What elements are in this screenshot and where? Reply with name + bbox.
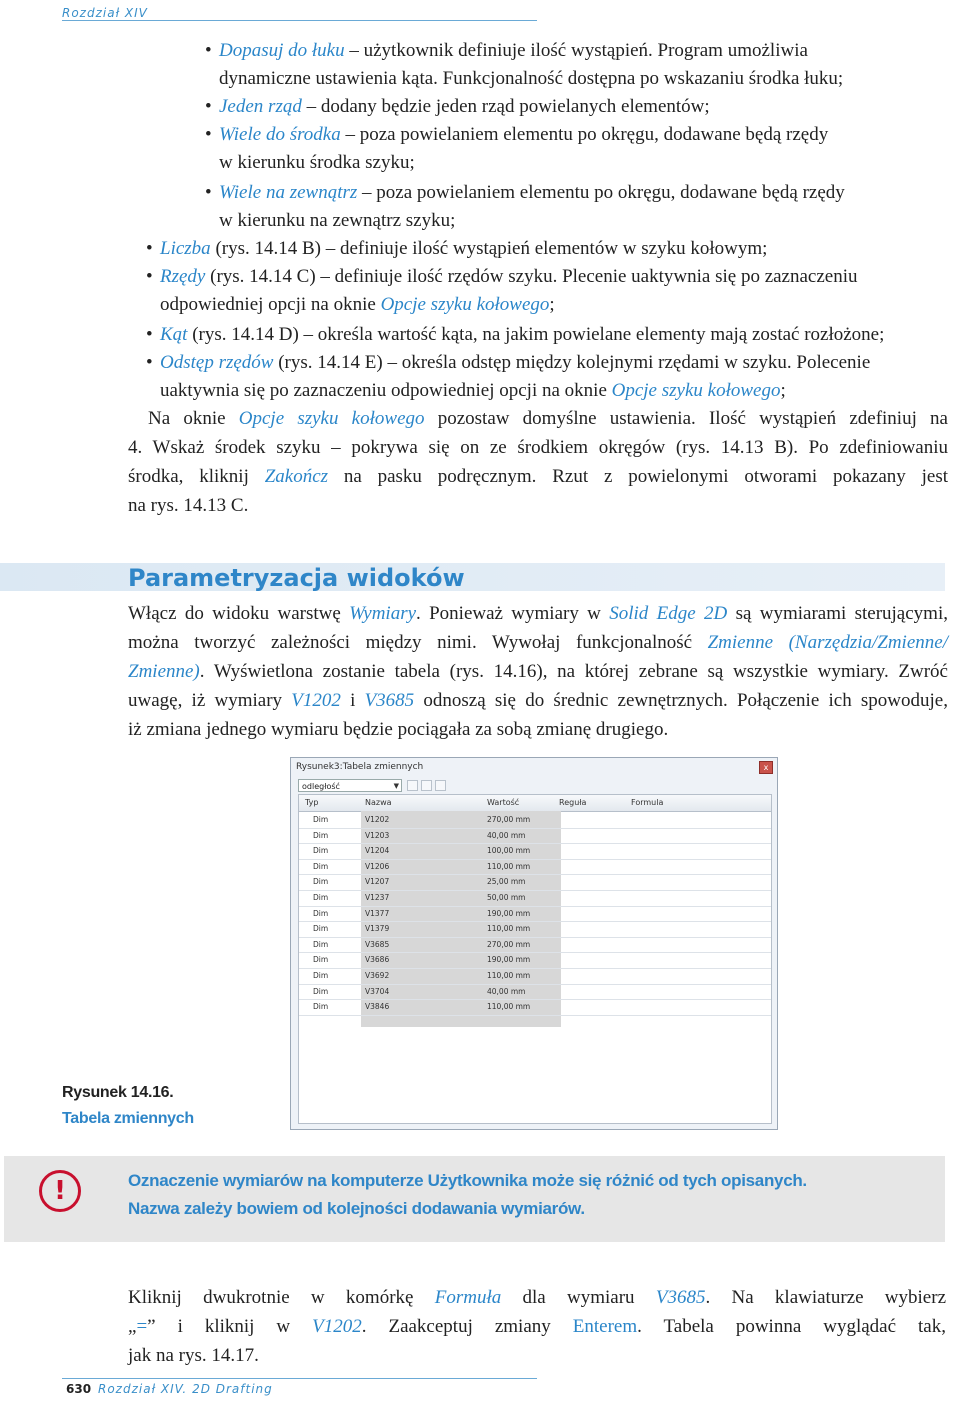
window-title: Rysunek3:Tabela zmiennych xyxy=(296,762,424,772)
bullet-wiele-na-zewnatrz-cont: w kierunku na zewnątrz szyku; xyxy=(219,210,456,231)
section-title: Parametryzacja widoków xyxy=(128,564,465,592)
bullet-term: Kąt xyxy=(160,324,188,345)
paragraph-formula: Kliknij dwukrotnie w komórkę Formuła dla wymiaru V3685. Na klawiaturze wybierz „=” i kliknij w V1202. Zaakceptuj zmiany Enterem. Tabela powinna wyglądać tak, jak na rys. 14.17. xyxy=(128,1287,946,1366)
chevron-down-icon: ▼ xyxy=(393,782,399,790)
toolbar-button-2[interactable] xyxy=(421,780,432,791)
figure-caption: Tabela zmiennych xyxy=(62,1110,194,1127)
column-header-typ[interactable]: Typ xyxy=(305,798,319,807)
cell-nazwa[interactable]: V3704 xyxy=(365,986,390,996)
bullet-term: Odstęp rzędów xyxy=(160,352,274,373)
cell-typ[interactable]: Dim xyxy=(313,861,329,871)
header-rule xyxy=(62,20,537,21)
cell-nazwa[interactable]: V1379 xyxy=(365,924,390,934)
bullet-wiele-do-srodka: • Wiele do środka – poza powielaniem elementu po okręgu, dodawane będą rzędy xyxy=(205,124,829,145)
column-header-regula[interactable]: Reguła xyxy=(559,798,587,807)
cell-wartosc[interactable]: 270,00 mm xyxy=(487,939,531,949)
cell-nazwa[interactable]: V1202 xyxy=(365,815,390,824)
cell-wartosc[interactable]: 40,00 mm xyxy=(487,986,526,996)
cell-wartosc[interactable]: 40,00 mm xyxy=(487,830,526,840)
filter-dropdown[interactable]: odległość ▼ xyxy=(298,779,402,792)
cell-typ[interactable]: Dim xyxy=(313,1002,329,1012)
column-header-wartosc[interactable]: Wartość xyxy=(487,798,520,807)
table-row[interactable] xyxy=(299,952,771,969)
bullet-wiele-do-srodka-cont: w kierunku środka szyku; xyxy=(219,152,415,173)
bullet-wiele-na-zewnatrz: • Wiele na zewnątrz – poza powielaniem elementu po okręgu, dodawane będą rzędy xyxy=(205,182,845,203)
cell-nazwa[interactable]: V3686 xyxy=(365,955,390,965)
footer-rule xyxy=(62,1378,537,1379)
grid-header xyxy=(299,795,771,812)
bullet-kat: • Kąt (rys. 14.14 D) – określa wartość kąta, na jakim powielane elementy mają zostać rozłożone; xyxy=(146,324,885,345)
note-line-1: Oznaczenie wymiarów na komputerze Użytkownika może się różnić od tych opisanych. xyxy=(128,1171,807,1190)
note-line-2: Nazwa zależy bowiem od kolejności dodawania wymiarów. xyxy=(128,1199,585,1218)
bullet-rzedy: • Rzędy (rys. 14.14 C) – definiuje ilość rzędów szyku. Plecenie uaktywnia się po zaznaczeniu xyxy=(146,266,858,287)
table-row[interactable] xyxy=(299,890,771,907)
cell-typ[interactable]: Dim xyxy=(313,955,329,965)
bullet-odstep-rzedow-cont: uaktywnia się po zaznaczeniu odpowiedniej opcji na oknie Opcje szyku kołowego; xyxy=(160,380,786,401)
table-row[interactable] xyxy=(299,999,771,1016)
variables-grid xyxy=(298,794,772,1124)
cell-typ[interactable]: Dim xyxy=(313,939,329,949)
bullet-dopasuj-cont: dynamiczne ustawienia kąta. Funkcjonalność dostępna po wskazaniu środka łuku; xyxy=(219,68,844,89)
bullet-liczba: • Liczba (rys. 14.14 B) – definiuje ilość wystąpień elementów w szyku kołowym; xyxy=(146,238,768,259)
warning-icon: ! xyxy=(39,1170,81,1212)
table-row[interactable] xyxy=(299,859,771,876)
column-header-nazwa[interactable]: Nazwa xyxy=(365,798,392,807)
cell-wartosc[interactable]: 25,00 mm xyxy=(487,877,526,887)
cell-nazwa[interactable]: V1377 xyxy=(365,908,390,918)
table-row[interactable] xyxy=(299,921,771,938)
paragraph-szyk: Na oknie Opcje szyku kołowego pozostaw domyślne ustawienia. Ilość wystąpień zdefiniuj na 4. Wskaż środek szyku – pokrywa się on ze środkiem okręgów (rys. 14.13 B). Po zdefiniowaniu środka, kliknij Zakończ na pasku podręcznym. Rzut z powielonymi otworami pokazany jest na rys. 14.13 C. xyxy=(128,408,948,516)
cell-nazwa[interactable]: V3692 xyxy=(365,971,390,980)
page-number: 630 xyxy=(66,1382,92,1396)
cell-typ[interactable]: Dim xyxy=(313,924,329,934)
bullet-term: Liczba xyxy=(160,238,211,259)
paragraph-parametryzacja: Włącz do widoku warstwę Wymiary. Ponieważ wymiary w Solid Edge 2D są wymiarami sterującymi, można tworzyć zależności między nimi. Wywołaj funkcjonalność Zmienne (Narzędzia/Zmienne/ Zmienne). Wyświetlona zostanie tabela (rys. 14.16), na której zebrane są wszystkie wymiary. Zwróć uwagę, iż wymiary V1202 i V3685 odnoszą się do średnic zewnętrznych. Połączenie ich spowoduje, iż zmiana jednego wymiaru będzie pociągała za sobą zmianę drugiego. xyxy=(128,603,948,740)
cell-wartosc[interactable]: 110,00 mm xyxy=(487,861,531,871)
toolbar-button-3[interactable] xyxy=(435,780,446,791)
cell-nazwa[interactable]: V1203 xyxy=(365,830,390,840)
cell-wartosc[interactable]: 110,00 mm xyxy=(487,971,531,980)
cell-typ[interactable]: Dim xyxy=(313,877,329,887)
cell-typ[interactable]: Dim xyxy=(313,846,329,856)
close-icon[interactable]: x xyxy=(759,761,773,774)
cell-nazwa[interactable]: V3685 xyxy=(365,939,390,949)
column-header-formula[interactable]: Formula xyxy=(631,798,664,807)
table-row[interactable] xyxy=(299,874,771,891)
cell-wartosc[interactable]: 50,00 mm xyxy=(487,893,526,902)
cell-wartosc[interactable]: 110,00 mm xyxy=(487,1002,531,1012)
cell-typ[interactable]: Dim xyxy=(313,971,329,980)
table-row[interactable] xyxy=(299,906,771,923)
cell-nazwa[interactable]: V1237 xyxy=(365,893,390,902)
chapter-header: Rozdział XIV xyxy=(62,6,148,20)
cell-nazwa[interactable]: V1207 xyxy=(365,877,390,887)
toolbar-button-1[interactable] xyxy=(407,780,418,791)
bullet-jeden-rzad: • Jeden rząd – dodany będzie jeden rząd powielanych elementów; xyxy=(205,96,710,117)
figure-label: Rysunek 14.16. xyxy=(62,1084,174,1101)
table-row[interactable] xyxy=(299,843,771,860)
cell-typ[interactable]: Dim xyxy=(313,908,329,918)
cell-typ[interactable]: Dim xyxy=(313,815,329,824)
bullet-term: Rzędy xyxy=(160,266,206,287)
cell-wartosc[interactable]: 190,00 mm xyxy=(487,955,531,965)
bullet-term: Dopasuj do łuku xyxy=(219,40,345,61)
bullet-dopasuj: • Dopasuj do łuku – użytkownik definiuje ilość wystąpień. Program umożliwia xyxy=(205,40,808,61)
bullet-term: Jeden rząd xyxy=(219,96,302,117)
bullet-rzedy-cont: odpowiedniej opcji na oknie Opcje szyku kołowego; xyxy=(160,294,555,315)
variable-table-window xyxy=(290,757,778,1130)
cell-wartosc[interactable]: 270,00 mm xyxy=(487,815,531,824)
cell-typ[interactable]: Dim xyxy=(313,893,329,902)
footer-chapter: Rozdział XIV. 2D Drafting xyxy=(98,1382,273,1396)
cell-nazwa[interactable]: V3846 xyxy=(365,1002,390,1012)
cell-typ[interactable]: Dim xyxy=(313,986,329,996)
cell-nazwa[interactable]: V1206 xyxy=(365,861,390,871)
cell-wartosc[interactable]: 110,00 mm xyxy=(487,924,531,934)
table-row[interactable] xyxy=(299,984,771,1001)
cell-nazwa[interactable]: V1204 xyxy=(365,846,390,856)
table-row[interactable] xyxy=(299,828,771,845)
bullet-term: Wiele do środka xyxy=(219,124,341,145)
table-row[interactable] xyxy=(299,937,771,954)
cell-wartosc[interactable]: 100,00 mm xyxy=(487,846,531,856)
cell-wartosc[interactable]: 190,00 mm xyxy=(487,908,531,918)
bullet-odstep-rzedow: • Odstęp rzędów (rys. 14.14 E) – określa odstęp między kolejnymi rzędami w szyku. Polecenie xyxy=(146,352,871,373)
table-row[interactable] xyxy=(299,968,771,985)
bullet-term: Wiele na zewnątrz xyxy=(219,182,358,203)
table-row[interactable] xyxy=(299,812,771,829)
cell-typ[interactable]: Dim xyxy=(313,830,329,840)
